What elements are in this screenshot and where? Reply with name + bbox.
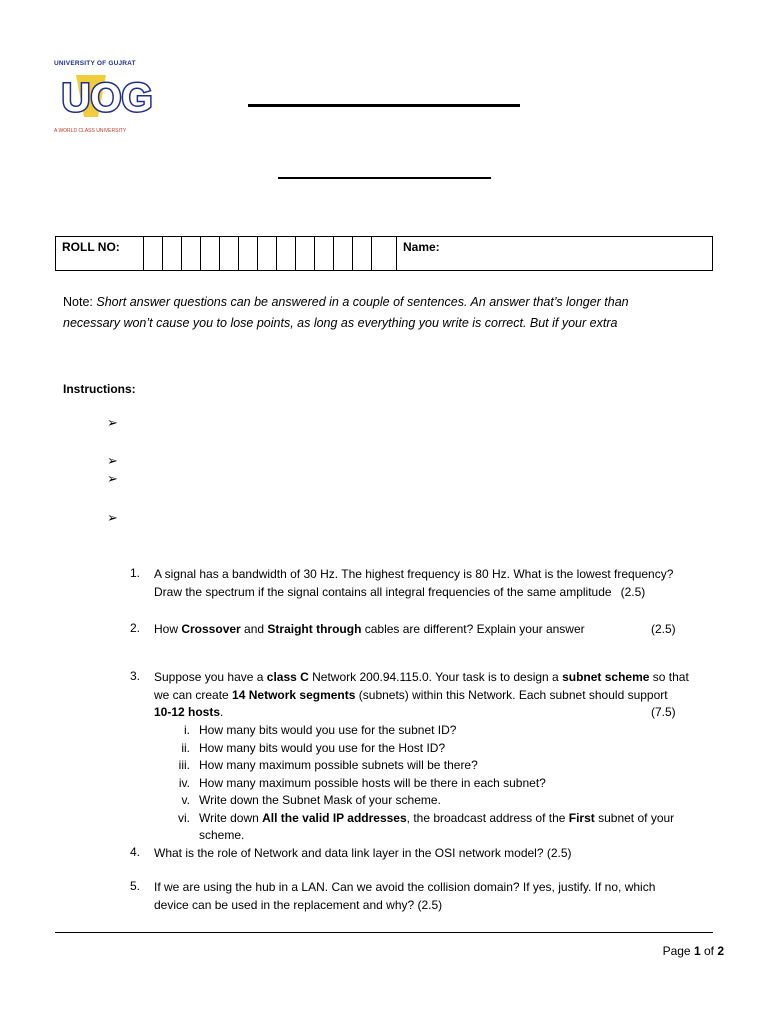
question-5-line-1: If we are using the hub in a LAN. Can we avoid the collision domain? If yes, justify. If no, which bbox=[154, 880, 656, 894]
footer-divider bbox=[55, 932, 713, 933]
note-line-2: necessary won’t cause you to lose points, as long as everything you write is correct. But if your extra bbox=[63, 316, 618, 330]
current-page: 1 bbox=[693, 944, 701, 958]
question-1-marks: (2.5) bbox=[620, 584, 646, 599]
q3-bold: subnet scheme bbox=[562, 670, 650, 684]
title-blank-line bbox=[248, 104, 520, 107]
sub-item: How many bits would you use for the subnet ID? bbox=[199, 723, 457, 737]
instruction-bullet: ➢ bbox=[107, 453, 118, 468]
sub-item: subnet of your bbox=[594, 810, 675, 825]
logo-top-text: UNIVERSITY OF GUJRAT bbox=[54, 60, 136, 67]
note-line-1: Short answer questions can be answered in a couple of sentences. An answer that’s longer than bbox=[92, 295, 629, 309]
q3-text: . bbox=[220, 705, 224, 719]
page-word: Page bbox=[662, 944, 694, 958]
question-number: 3. bbox=[129, 669, 140, 683]
q2-straight-through: Straight through bbox=[267, 622, 362, 636]
sub-item-bold: First bbox=[568, 810, 595, 825]
q2-text: cables are different? Explain your answer bbox=[361, 622, 585, 636]
sub-item-bold: All the valid IP addresses bbox=[262, 810, 407, 825]
logo-tagline: A WORLD CLASS UNIVERSITY bbox=[54, 128, 127, 134]
instruction-bullet: ➢ bbox=[107, 510, 118, 525]
question-1-line-1: A signal has a bandwidth of 30 Hz. The highest frequency is 80 Hz. What is the lowest frequency? bbox=[154, 567, 674, 581]
logo-letters-graphic bbox=[54, 67, 160, 123]
question-4: What is the role of Network and data link layer in the OSI network model? (2.5) bbox=[154, 846, 572, 860]
q3-text: we can create bbox=[154, 687, 233, 702]
roll-digit-box[interactable] bbox=[258, 237, 277, 271]
roll-label: ROLL NO: bbox=[56, 237, 144, 271]
total-pages: 2 bbox=[717, 944, 724, 958]
sub-number: ii. bbox=[181, 740, 190, 755]
sub-number: iii. bbox=[178, 758, 190, 772]
roll-digit-box[interactable] bbox=[315, 237, 334, 271]
page-number bbox=[600, 944, 724, 958]
question-3-marks: (7.5) bbox=[651, 705, 676, 719]
question-2-marks: (2.5) bbox=[651, 622, 676, 636]
instructions-heading: Instructions: bbox=[63, 382, 136, 396]
of-word: of bbox=[700, 944, 718, 958]
roll-digit-box[interactable] bbox=[372, 237, 397, 271]
q3-text: Suppose you have a bbox=[154, 670, 267, 684]
roll-digit-box[interactable] bbox=[163, 237, 182, 271]
name-label: Name: bbox=[403, 240, 440, 254]
sub-item: Write down the Subnet Mask of your scheme. bbox=[199, 793, 441, 807]
q2-crossover: Crossover bbox=[181, 622, 241, 636]
question-5-line-2: device can be used in the replacement and why? (2.5) bbox=[154, 897, 443, 912]
question-number: 4. bbox=[129, 845, 140, 859]
sub-number: v. bbox=[181, 793, 190, 807]
sub-number: i. bbox=[184, 723, 190, 737]
subtitle-blank-line bbox=[278, 177, 491, 179]
question-5 bbox=[154, 879, 655, 914]
roll-digit-box[interactable] bbox=[201, 237, 220, 271]
question-1-line-2: Draw the spectrum if the signal contains all integral frequencies of the same amplitude bbox=[154, 584, 612, 599]
q3-bold: 10-12 hosts bbox=[154, 705, 221, 719]
roll-number-table bbox=[55, 236, 713, 271]
roll-digit-box[interactable] bbox=[182, 237, 201, 271]
sub-item-continued: scheme. bbox=[199, 828, 245, 842]
question-number: 5. bbox=[129, 879, 140, 893]
question-1 bbox=[154, 566, 714, 601]
question-number: 1. bbox=[129, 566, 140, 580]
roll-digit-box[interactable] bbox=[296, 237, 315, 271]
roll-digit-box[interactable] bbox=[220, 237, 239, 271]
note-label: Note: bbox=[63, 295, 93, 309]
q3-bold: 14 Network segments bbox=[232, 687, 356, 702]
question-3 bbox=[154, 669, 689, 722]
roll-digit-box[interactable] bbox=[239, 237, 258, 271]
instruction-bullet: ➢ bbox=[107, 415, 118, 430]
note-paragraph bbox=[63, 292, 705, 334]
roll-digit-box[interactable] bbox=[334, 237, 353, 271]
sub-item: How many bits would you use for the Host ID? bbox=[199, 740, 446, 755]
question-number: 2. bbox=[129, 621, 140, 635]
sub-item: Write down bbox=[199, 810, 263, 825]
roll-digit-box[interactable] bbox=[277, 237, 296, 271]
q2-text: and bbox=[240, 622, 268, 636]
q3-text: Network 200.94.115.0. Your task is to design a bbox=[308, 670, 563, 684]
sub-item: , the broadcast address of the bbox=[406, 810, 569, 825]
question-3-subitems bbox=[160, 722, 715, 845]
q3-text: so that bbox=[649, 670, 689, 684]
logo-letters: UOG bbox=[61, 76, 153, 120]
question-2 bbox=[154, 621, 585, 639]
university-logo bbox=[54, 60, 160, 132]
q2-text: How bbox=[154, 622, 182, 636]
instruction-bullet: ➢ bbox=[107, 471, 118, 486]
sub-item: How many maximum possible subnets will be there? bbox=[199, 758, 478, 772]
q3-text: (subnets) within this Network. Each subnet should support bbox=[355, 687, 668, 702]
name-field[interactable] bbox=[397, 237, 713, 271]
sub-item: How many maximum possible hosts will be there in each subnet? bbox=[199, 775, 546, 790]
roll-digit-box[interactable] bbox=[144, 237, 163, 271]
sub-number: iv. bbox=[178, 775, 190, 790]
roll-digit-box[interactable] bbox=[353, 237, 372, 271]
sub-number: vi. bbox=[178, 810, 190, 825]
q3-bold: class C bbox=[266, 670, 309, 684]
